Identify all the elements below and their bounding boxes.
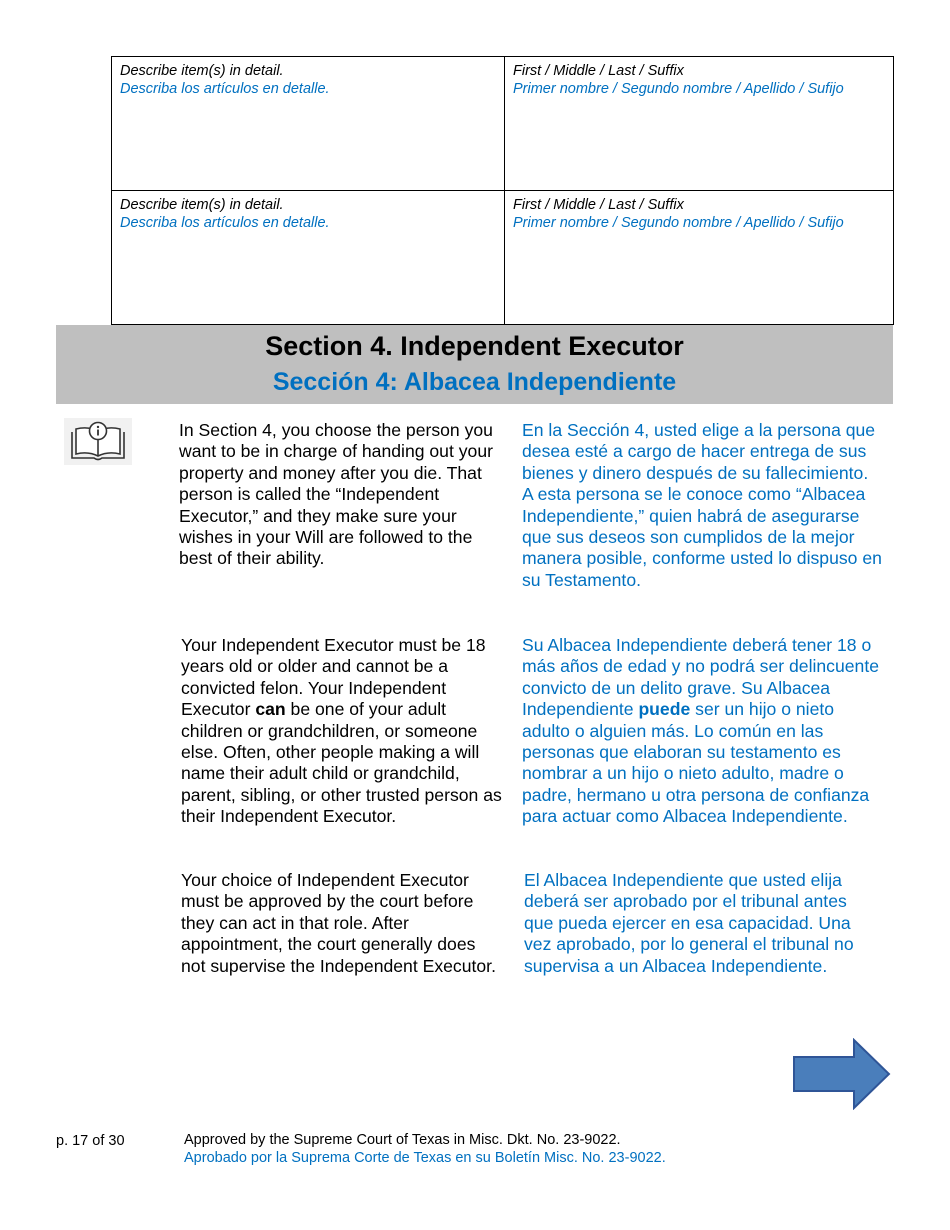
paragraph-2-en-b: be one of your adult children or grandchildren, or someone else. Often, other people making a will name their adult child or grandchild, parent, sibling, or other trusted person as their Independent Executor. [181, 699, 502, 827]
name-label-en: First / Middle / Last / Suffix [513, 63, 684, 79]
paragraph-2-en-a: Your Independent Executor must be 18 years old or older and cannot be a convicted felon. Your Independent Executor [181, 635, 486, 720]
info-book-icon [64, 418, 132, 465]
section-title-en: Section 4. Independent Executor [265, 331, 684, 361]
emphasis-puede: puede [638, 699, 691, 720]
page-number: p. 17 of 30 [56, 1133, 125, 1149]
paragraph-3-es: El Albacea Independiente que usted elija deberá ser aprobado por el tribunal antes que pueda ejercer en esa capacidad. Una vez aprobado, por lo general el tribunal no supervisa a un Albacea Independiente. [524, 870, 854, 976]
emphasis-can: can [255, 699, 286, 720]
beneficiary-name-cell[interactable] [505, 57, 894, 191]
paragraph-2-es-b: ser un hijo o nieto adulto o alguien más. Lo común en las personas que elaboran su testamento es nombrar a un hijo o nieto adulto, madre o padre, hermano u otra persona de confianza para actuar como Albacea Independiente. [522, 699, 870, 827]
item-description-cell[interactable] [112, 191, 505, 325]
items-table [111, 56, 894, 325]
item-label-es: Describa los artículos en detalle. [120, 215, 330, 231]
name-label-es: Primer nombre / Segundo nombre / Apellido / Sufijo [513, 215, 844, 231]
paragraph-1-es: En la Sección 4, usted elige a la persona que desea esté a cargo de hacer entrega de sus bienes y dinero después de su fallecimiento. A esta persona se le conoce como “Albacea Independiente,” quien habrá de asegurarse que sus deseos son cumplidos de la mejor manera posible, conforme usted lo dispuso en su Testamento. [522, 420, 882, 590]
beneficiary-name-cell[interactable] [505, 191, 894, 325]
paragraph-3-en: Your choice of Independent Executor must be approved by the court before they can act in that role. After appointment, the court generally does not supervise the Independent Executor. [181, 870, 496, 976]
section-banner [56, 325, 893, 404]
table-row [112, 191, 894, 325]
item-label-es: Describa los artículos en detalle. [120, 81, 330, 97]
name-label-en: First / Middle / Last / Suffix [513, 197, 684, 213]
item-label-en: Describe item(s) in detail. [120, 197, 284, 213]
paragraph-1-en: In Section 4, you choose the person you want to be in charge of handing out your property and money after you die. That person is called the “Independent Executor,” and they make sure your wishes in your Will are followed to the best of their ability. [179, 420, 493, 569]
paragraph-2-en [181, 635, 503, 828]
next-arrow-icon[interactable] [792, 1038, 892, 1110]
section-title-es: Sección 4: Albacea Independiente [272, 368, 677, 396]
approval-es: Aprobado por la Suprema Corte de Texas en su Boletín Misc. No. 23-9022. [184, 1150, 666, 1166]
approval-en: Approved by the Supreme Court of Texas in Misc. Dkt. No. 23-9022. [184, 1132, 621, 1148]
name-label-es: Primer nombre / Segundo nombre / Apellido / Sufijo [513, 81, 844, 97]
table-row [112, 57, 894, 191]
paragraph-2-es [522, 635, 884, 828]
item-description-cell[interactable] [112, 57, 505, 191]
item-label-en: Describe item(s) in detail. [120, 63, 284, 79]
paragraph-2-es-a: Su Albacea Independiente deberá tener 18 o más años de edad y no podrá ser delincuente convicto de un delito grave. Su Albacea Independiente [522, 635, 880, 720]
